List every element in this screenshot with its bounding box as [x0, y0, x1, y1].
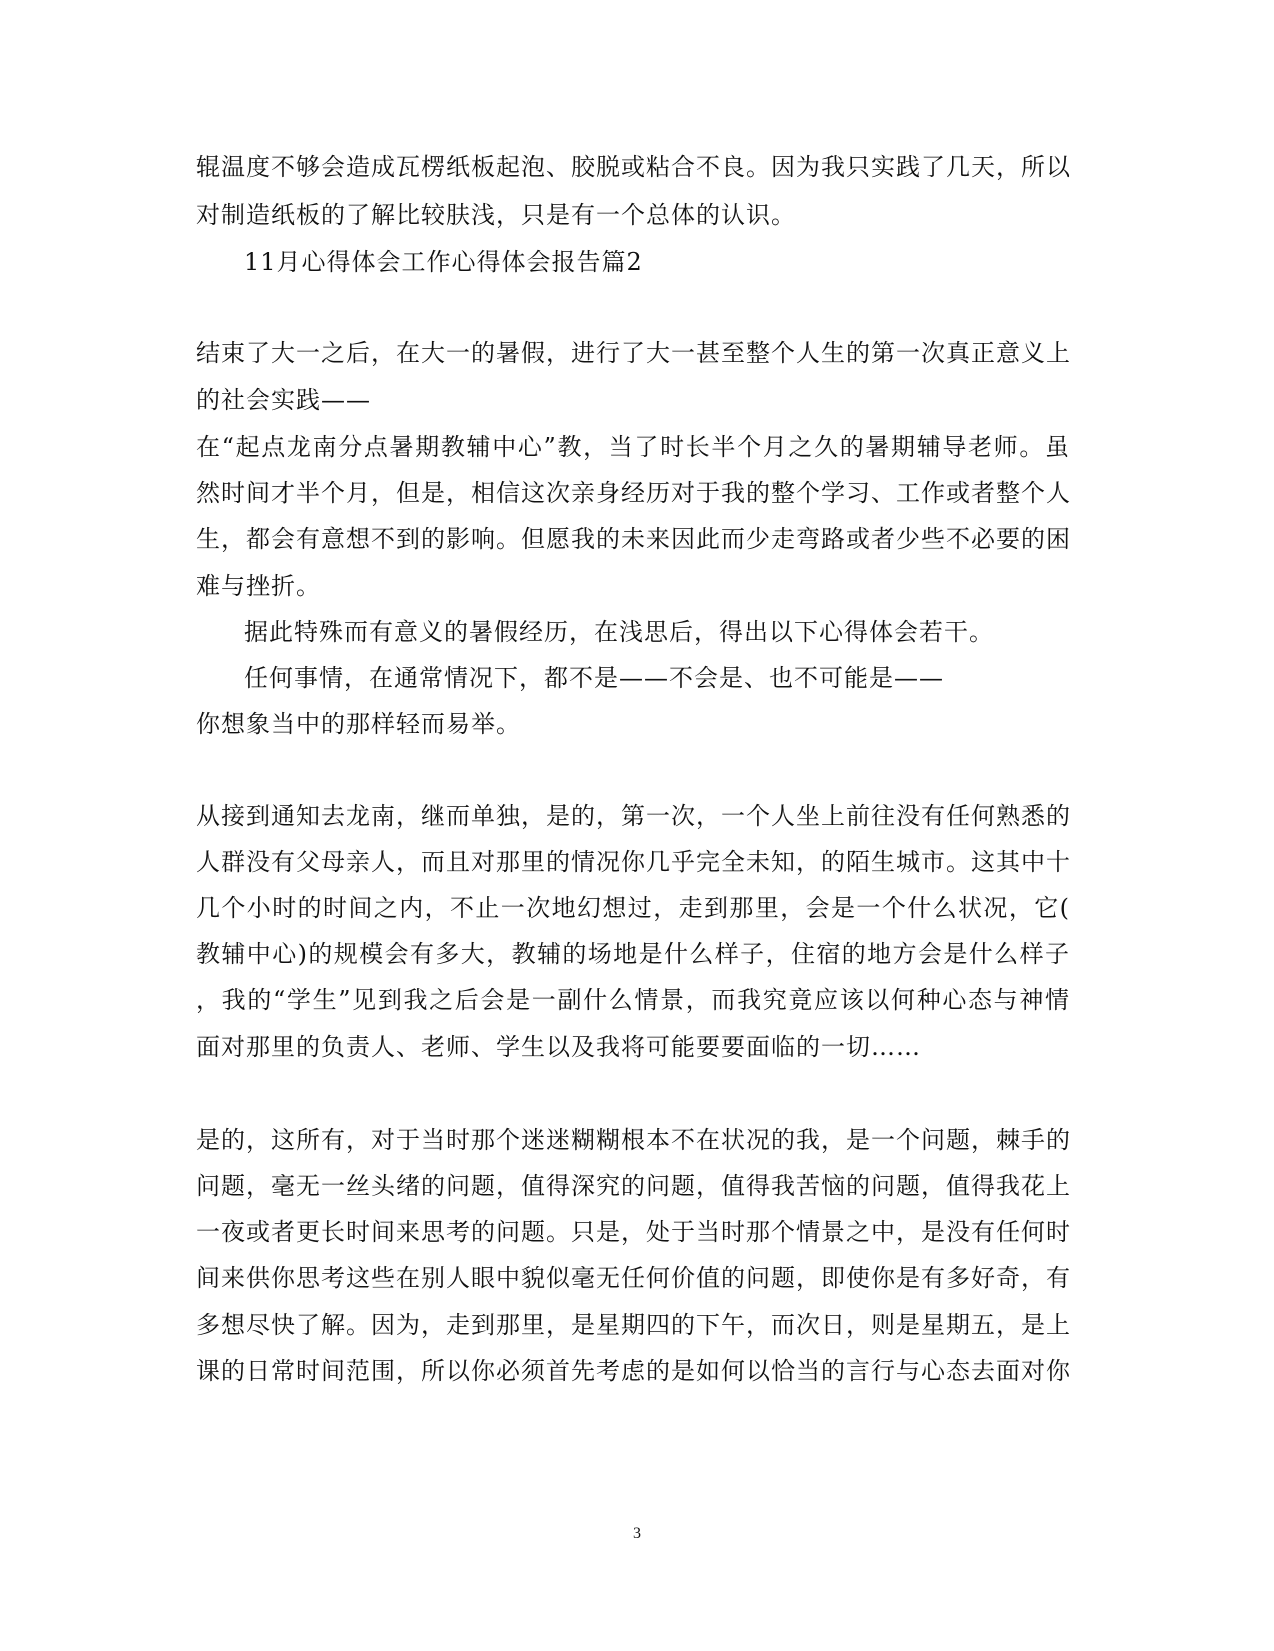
text-line: 是的，这所有，对于当时那个迷迷糊糊根本不在状况的我，是一个问题，棘手的 [196, 1126, 1071, 1154]
text-line: 面对那里的负责人、老师、学生以及我将可能要要面临的一切…… [196, 1033, 921, 1061]
text-line: 结束了大一之后，在大一的暑假，进行了大一甚至整个人生的第一次真正意义上 [196, 339, 1071, 367]
text-line: 教辅中心)的规模会有多大，教辅的场地是什么样子，住宿的地方会是什么样子 [196, 940, 1070, 968]
page-number: 3 [633, 1525, 641, 1542]
text-line: 课的日常时间范围，所以你必须首先考虑的是如何以恰当的言行与心态去面对你 [196, 1357, 1071, 1385]
text-line: 间来供你思考这些在别人眼中貌似毫无任何价值的问题，即使你是有多好奇，有 [196, 1264, 1071, 1292]
text-line: 然时间才半个月，但是，相信这次亲身经历对于我的整个学习、工作或者整个人 [196, 479, 1071, 507]
text-line: ，我的“学生”见到我之后会是一副什么情景，而我究竟应该以何种心态与神情 [196, 986, 1070, 1014]
text-line: 多想尽快了解。因为，走到那里，是星期四的下午，而次日，则是星期五，是上 [196, 1311, 1071, 1339]
text-line: 一夜或者更长时间来思考的问题。只是，处于当时那个情景之中，是没有任何时 [196, 1218, 1071, 1246]
text-line: 从接到通知去龙南，继而单独，是的，第一次，一个人坐上前往没有任何熟悉的 [196, 802, 1071, 830]
text-line: 人群没有父母亲人，而且对那里的情况你几乎完全未知，的陌生城市。这其中十 [196, 848, 1071, 876]
text-line: 在“起点龙南分点暑期教辅中心”教，当了时长半个月之久的暑期辅导老师。虽 [196, 433, 1070, 461]
text-line: 辊温度不够会造成瓦楞纸板起泡、胶脱或粘合不良。因为我只实践了几天，所以 [196, 153, 1071, 181]
text-line: 难与挫折。 [196, 572, 321, 600]
text-line: 任何事情，在通常情况下，都不是——不会是、也不可能是—— [244, 664, 944, 692]
text-line: 对制造纸板的了解比较肤浅，只是有一个总体的认识。 [196, 201, 796, 229]
text-line: 据此特殊而有意义的暑假经历，在浅思后，得出以下心得体会若干。 [244, 618, 994, 646]
text-line: 几个小时的时间之内，不止一次地幻想过，走到那里，会是一个什么状况，它( [196, 894, 1070, 922]
text-line: 问题，毫无一丝头绪的问题，值得深究的问题，值得我苦恼的问题，值得我花上 [196, 1172, 1071, 1200]
text-line: 的社会实践—— [196, 386, 371, 414]
text-line: 生，都会有意想不到的影响。但愿我的未来因此而少走弯路或者少些不必要的困 [196, 525, 1071, 553]
text-line: 你想象当中的那样轻而易举。 [196, 710, 521, 738]
section-heading: 11月心得体会工作心得体会报告篇2 [244, 248, 643, 276]
